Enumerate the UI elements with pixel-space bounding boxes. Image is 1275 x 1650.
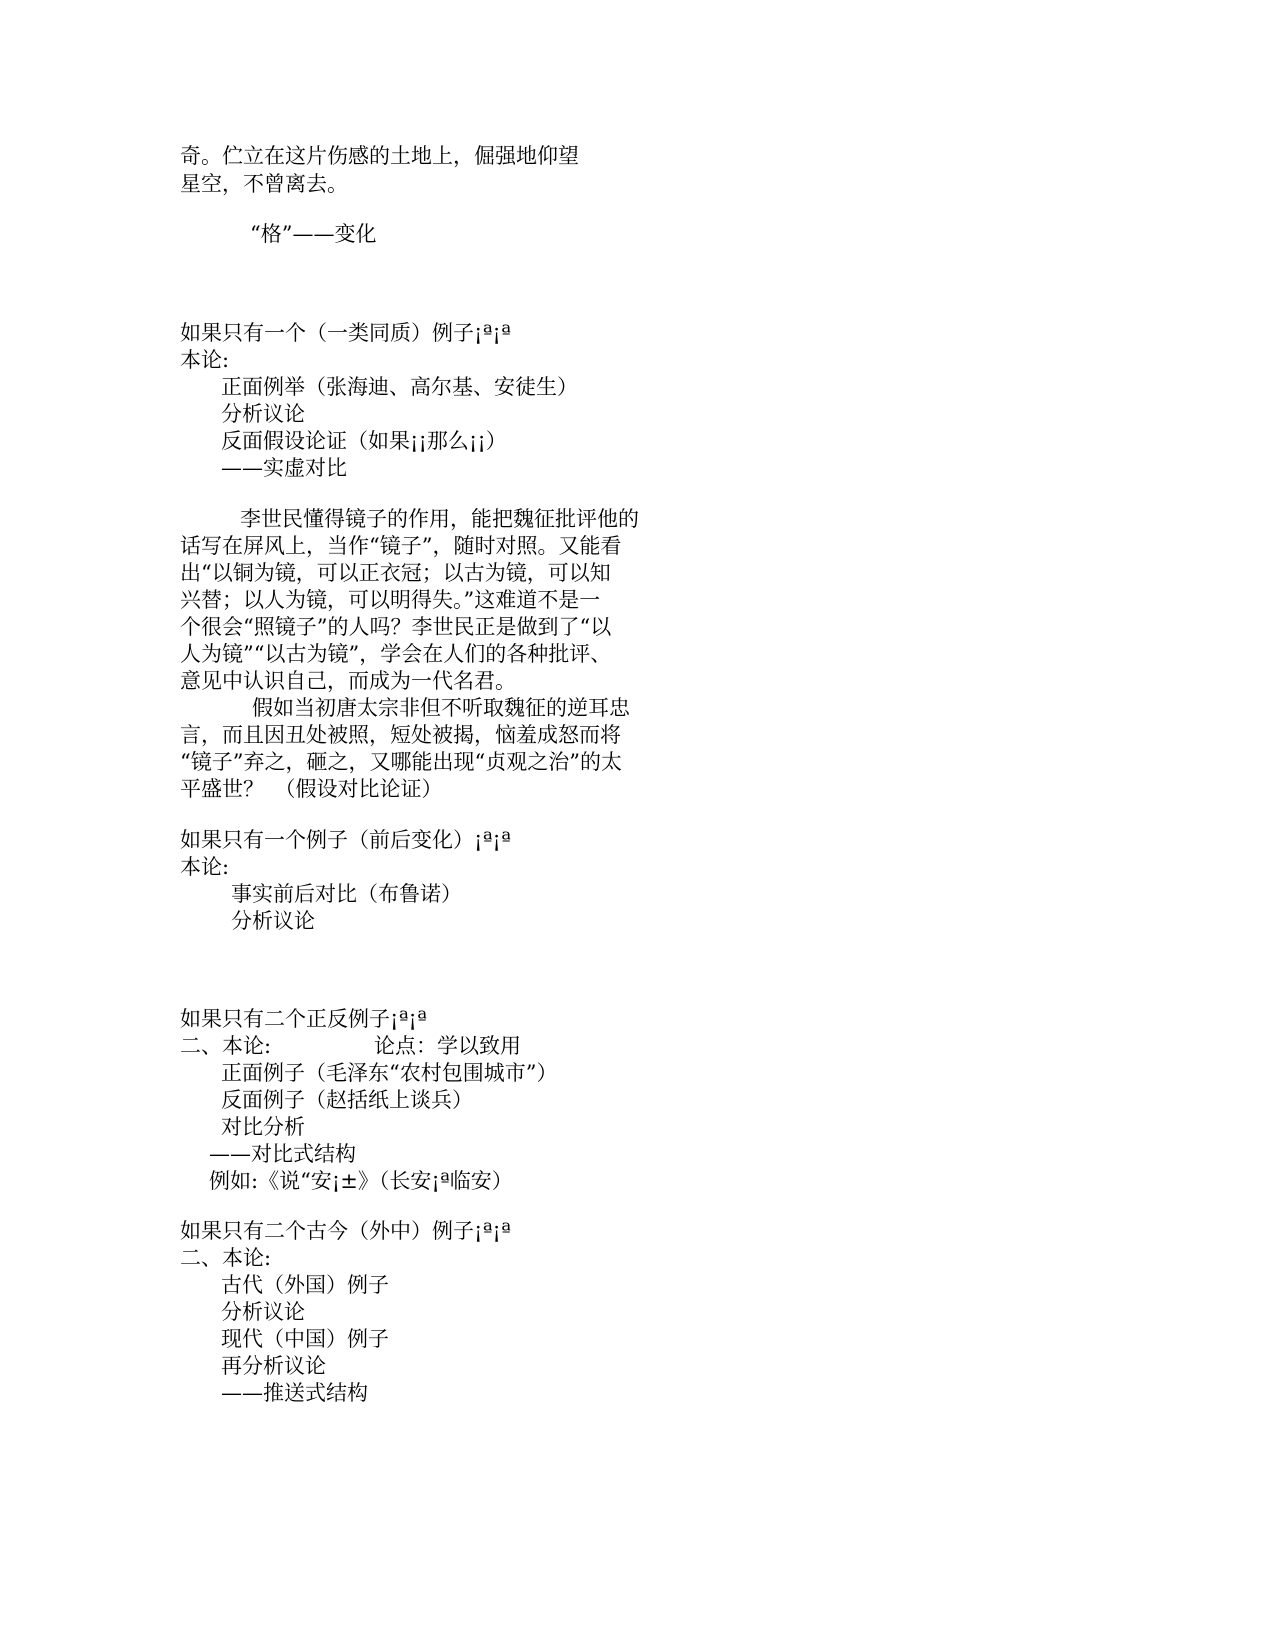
paragraph-line: 出“以铜为镜，可以正衣冠；以古为镜，可以知 bbox=[180, 561, 611, 585]
text-line: 奇。伫立在这片伤感的土地上，倔强地仰望 bbox=[180, 144, 579, 168]
section-title: “格”——变化 bbox=[250, 222, 377, 246]
text-line: 事实前后对比（布鲁诺） bbox=[231, 882, 462, 906]
text-line: 二、本论: bbox=[180, 1246, 272, 1270]
text-line: 正面例子（毛泽东“农村包围城市”） bbox=[221, 1061, 558, 1085]
paragraph-line: 兴替；以人为镜，可以明得失。”这难道不是一 bbox=[180, 588, 601, 612]
text-line: 本论: bbox=[180, 855, 230, 879]
text-line: 本论: bbox=[180, 348, 230, 372]
text-line: 星空，不曾离去。 bbox=[180, 172, 348, 196]
paragraph-line: 意见中认识自己，而成为一代名君。 bbox=[180, 669, 516, 693]
paragraph-line: 言，而且因丑处被照，短处被揭，恼羞成怒而将 bbox=[180, 723, 621, 747]
text-line: 分析议论 bbox=[231, 909, 315, 933]
text-line: 再分析议论 bbox=[221, 1354, 326, 1378]
paragraph-line: 话写在屏风上，当作“镜子”，随时对照。又能看 bbox=[180, 534, 622, 558]
heading-line: 如果只有二个古今（外中）例子¡ª¡ª bbox=[180, 1219, 511, 1243]
text-line: 论点：学以致用 bbox=[374, 1034, 521, 1058]
text-line: 对比分析 bbox=[221, 1115, 305, 1139]
text-line: ——推送式结构 bbox=[221, 1381, 368, 1405]
heading-line: 如果只有二个正反例子¡ª¡ª bbox=[180, 1007, 427, 1031]
heading-line: 如果只有一个（一类同质）例子¡ª¡ª bbox=[180, 321, 511, 345]
text-line: 反面例子（赵括纸上谈兵） bbox=[221, 1088, 473, 1112]
text-line: 反面假设论证（如果¡¡那么¡¡） bbox=[221, 429, 507, 453]
text-line: 二、本论: bbox=[180, 1034, 272, 1058]
paragraph-line: 假如当初唐太宗非但不听取魏征的逆耳忠 bbox=[252, 696, 630, 720]
text-line: 现代（中国）例子 bbox=[221, 1327, 389, 1351]
text-line: 正面例举（张海迪、高尔基、安徒生） bbox=[221, 375, 578, 399]
heading-line: 如果只有一个例子（前后变化）¡ª¡ª bbox=[180, 828, 511, 852]
text-line: 分析议论 bbox=[221, 402, 305, 426]
paragraph-line: “镜子”弃之，砸之，又哪能出现“贞观之治”的太 bbox=[180, 750, 622, 774]
paragraph-line: 人为镜”“以古为镜”，学会在人们的各种批评、 bbox=[180, 642, 612, 666]
text-line: ——实虚对比 bbox=[221, 456, 347, 480]
paragraph-line: 个很会“照镜子”的人吗？李世民正是做到了“以 bbox=[180, 615, 612, 639]
paragraph-line: 李世民懂得镜子的作用，能把魏征批评他的 bbox=[240, 507, 639, 531]
text-line: 分析议论 bbox=[221, 1300, 305, 1324]
text-line: 古代（外国）例子 bbox=[221, 1273, 389, 1297]
paragraph-line: 平盛世？ （假设对比论证） bbox=[180, 777, 443, 801]
text-line: ——对比式结构 bbox=[209, 1142, 356, 1166]
text-line: 例如:《说“安¡±》（长安¡ª临安） bbox=[209, 1169, 513, 1193]
